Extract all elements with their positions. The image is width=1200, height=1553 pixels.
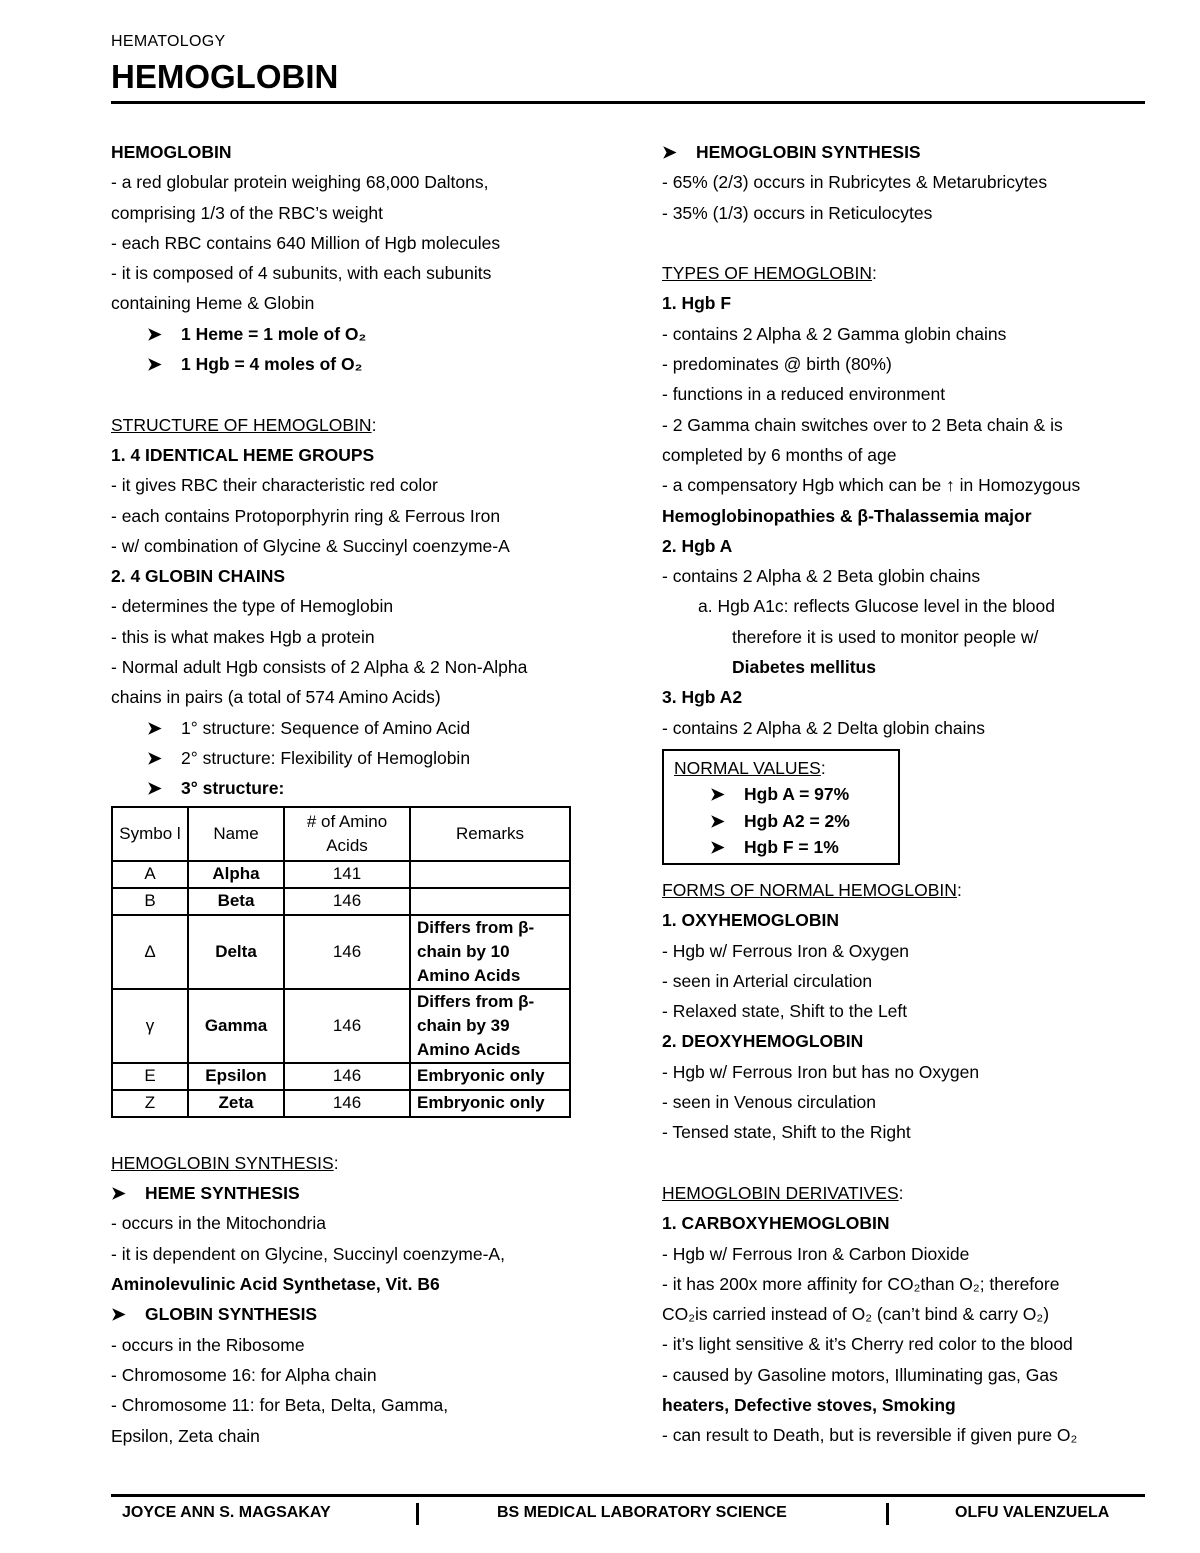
table-cell: Δ [112, 915, 188, 989]
table-row [112, 888, 570, 915]
subject-label: HEMATOLOGY [111, 33, 226, 50]
page-title: HEMOGLOBIN [111, 58, 339, 95]
table-cell: Embryonic only [410, 1090, 570, 1117]
carboxy-line: CO₂is carried instead of O₂ (can’t bind & carry O₂) [662, 1304, 1050, 1325]
normal-values-heading: NORMAL VALUES: [674, 757, 826, 778]
arrow-bullet-icon: ➤ [111, 1304, 126, 1325]
hgb-line: - a red globular protein weighing 68,000 Daltons, [111, 172, 489, 193]
globin-chains-line: - this is what makes Hgb a protein [111, 626, 375, 647]
hgbf-line: - a compensatory Hgb which can be ↑ in Homozygous [662, 475, 1081, 496]
table-cell: Differs from β-chain by 39 Amino Acids [410, 989, 570, 1063]
table-cell: Gamma [188, 989, 284, 1063]
hgba-sub-line: a. Hgb A1c: reflects Glucose level in the blood [698, 596, 1056, 617]
hgb-synthesis-title: ➤ HEMOGLOBIN SYNTHESIS [662, 137, 1152, 167]
oxy-line: - seen in Arterial circulation [662, 970, 873, 991]
normal-value-item: ➤ Hgb A2 = 2% [674, 808, 888, 835]
globin-chains-line: - Normal adult Hgb consists of 2 Alpha & 2 Non-Alpha [111, 657, 528, 678]
arrow-bullet-icon: ➤ [147, 323, 162, 344]
forms-heading: FORMS OF NORMAL HEMOGLOBIN: [662, 879, 962, 900]
left-column [111, 137, 611, 1451]
heme-synthesis-line: - occurs in the Mitochondria [111, 1213, 326, 1234]
table-cell: Z [112, 1090, 188, 1117]
right-column [662, 137, 1152, 1451]
hgbf-line: - predominates @ birth (80%) [662, 354, 892, 375]
heme-synthesis-title: ➤ HEME SYNTHESIS [111, 1178, 611, 1208]
globin-synthesis-line: - Chromosome 16: for Alpha chain [111, 1364, 377, 1385]
globin-chain-table [111, 806, 571, 1118]
carboxy-line: - can result to Death, but is reversible if given pure O₂ [662, 1425, 1078, 1446]
structure-heading: STRUCTURE OF HEMOGLOBIN: [111, 414, 377, 435]
footer-rule [111, 1494, 1145, 1497]
hgb-line: containing Heme & Globin [111, 293, 315, 314]
table-cell: 146 [284, 888, 410, 915]
table-row [112, 989, 570, 1063]
hgbf-line: - functions in a reduced environment [662, 384, 946, 405]
arrow-bullet-icon: ➤ [710, 810, 725, 831]
hgb-line: comprising 1/3 of the RBC’s weight [111, 202, 384, 223]
deoxy-line: - seen in Venous circulation [662, 1092, 877, 1113]
hgb-line: - each RBC contains 640 Million of Hgb molecules [111, 232, 501, 253]
hgba2-line: - contains 2 Alpha & 2 Delta globin chains [662, 717, 985, 738]
table-header-cell: # of Amino Acids [284, 807, 410, 861]
table-cell: γ [112, 989, 188, 1063]
footer-school: OLFU VALENZUELA [955, 1504, 1110, 1521]
oxy-title: 1. OXYHEMOGLOBIN [662, 910, 839, 931]
table-cell: 146 [284, 989, 410, 1063]
hgbf-line: completed by 6 months of age [662, 444, 897, 465]
heme-synthesis-line: Aminolevulinic Acid Synthetase, Vit. B6 [111, 1274, 440, 1295]
arrow-bullet-icon: ➤ [111, 1183, 126, 1204]
heme-groups-line: - w/ combination of Glycine & Succinyl coenzyme-A [111, 535, 510, 556]
normal-value-item: ➤ Hgb F = 1% [674, 834, 888, 861]
table-cell: Delta [188, 915, 284, 989]
carboxy-line: - Hgb w/ Ferrous Iron & Carbon Dioxide [662, 1243, 970, 1264]
carboxy-line: heaters, Defective stoves, Smoking [662, 1394, 956, 1415]
arrow-bullet-icon: ➤ [662, 142, 677, 162]
arrow-bullet-icon: ➤ [147, 717, 162, 738]
heme-synthesis-line: - it is dependent on Glycine, Succinyl coenzyme-A, [111, 1243, 505, 1264]
globin-synthesis-line: - occurs in the Ribosome [111, 1334, 305, 1355]
oxy-line: - Relaxed state, Shift to the Left [662, 1001, 908, 1022]
carboxy-title: 1. CARBOXYHEMOGLOBIN [662, 1213, 890, 1234]
hgb-bullet: ➤ 1 Hgb = 4 moles of O₂ [111, 349, 611, 379]
globin-synthesis-title: ➤ GLOBIN SYNTHESIS [111, 1299, 611, 1329]
table-cell: Embryonic only [410, 1063, 570, 1090]
table-row [112, 1090, 570, 1117]
table-cell: 146 [284, 1063, 410, 1090]
table-cell: 146 [284, 1090, 410, 1117]
normal-value-item: ➤ Hgb A = 97% [674, 781, 888, 808]
carboxy-line: - caused by Gasoline motors, Illuminating gas, Gas [662, 1364, 1058, 1385]
table-cell [410, 888, 570, 915]
table-header-cell: Symbo l [112, 807, 188, 861]
hgba2-title: 3. Hgb A2 [662, 687, 743, 708]
globin-chains-line: - determines the type of Hemoglobin [111, 596, 394, 617]
globin-chains-title: 2. 4 GLOBIN CHAINS [111, 566, 286, 587]
hgb-line: - it is composed of 4 subunits, with each subunits [111, 263, 492, 284]
heme-groups-line: - each contains Protoporphyrin ring & Ferrous Iron [111, 505, 501, 526]
heme-groups-title: 1. 4 IDENTICAL HEME GROUPS [111, 444, 375, 465]
structure-bullet: ➤ 3° structure: [111, 773, 611, 803]
arrow-bullet-icon: ➤ [710, 837, 725, 858]
table-cell: A [112, 861, 188, 888]
normal-values-box [662, 749, 900, 865]
hgb-bullet: ➤ 1 Heme = 1 mole of O₂ [111, 319, 611, 349]
hgbf-line: - 2 Gamma chain switches over to 2 Beta chain & is [662, 414, 1063, 435]
table-cell [410, 861, 570, 888]
table-cell: Epsilon [188, 1063, 284, 1090]
deoxy-line: - Tensed state, Shift to the Right [662, 1122, 911, 1143]
table-cell: 146 [284, 915, 410, 989]
table-row [112, 915, 570, 989]
deoxy-title: 2. DEOXYHEMOGLOBIN [662, 1031, 864, 1052]
table-cell: 141 [284, 861, 410, 888]
structure-bullet: ➤ 2° structure: Flexibility of Hemoglobin [111, 743, 611, 773]
hgb-synthesis-line: - 35% (1/3) occurs in Reticulocytes [662, 202, 933, 223]
oxy-line: - Hgb w/ Ferrous Iron & Oxygen [662, 940, 910, 961]
hgba-sub-line: therefore it is used to monitor people w/ [732, 626, 1039, 647]
hgba-title: 2. Hgb A [662, 535, 733, 556]
footer-author: JOYCE ANN S. MAGSAKAY [122, 1504, 331, 1521]
table-header-row [112, 807, 570, 861]
arrow-bullet-icon: ➤ [147, 747, 162, 768]
hgba-sub-line: Diabetes mellitus [732, 657, 876, 678]
hgbf-title: 1. Hgb F [662, 293, 732, 314]
table-cell: Differs from β-chain by 10 Amino Acids [410, 915, 570, 989]
table-header-cell: Remarks [410, 807, 570, 861]
hgb-synthesis-line: - 65% (2/3) occurs in Rubricytes & Metarubricytes [662, 172, 1048, 193]
hgb-heading: HEMOGLOBIN [111, 142, 232, 162]
hgbf-line: Hemoglobinopathies & β-Thalassemia major [662, 505, 1032, 526]
hgbf-line: - contains 2 Alpha & 2 Gamma globin chains [662, 323, 1007, 344]
types-heading: TYPES OF HEMOGLOBIN: [662, 263, 877, 284]
table-cell: Beta [188, 888, 284, 915]
carboxy-line: - it has 200x more affinity for CO₂than O₂; therefore [662, 1273, 1060, 1294]
globin-chains-line: chains in pairs (a total of 574 Amino Acids) [111, 687, 441, 708]
arrow-bullet-icon: ➤ [710, 784, 725, 805]
header-rule [111, 101, 1145, 104]
hgba-line: - contains 2 Alpha & 2 Beta globin chains [662, 566, 981, 587]
footer-separator [886, 1503, 889, 1525]
footer-program: BS MEDICAL LABORATORY SCIENCE [497, 1504, 787, 1521]
table-row [112, 1063, 570, 1090]
table-cell: Zeta [188, 1090, 284, 1117]
heme-groups-line: - it gives RBC their characteristic red color [111, 475, 438, 496]
table-cell: B [112, 888, 188, 915]
structure-bullet: ➤ 1° structure: Sequence of Amino Acid [111, 713, 611, 743]
table-header-cell: Name [188, 807, 284, 861]
table-cell: Alpha [188, 861, 284, 888]
carboxy-line: - it’s light sensitive & it’s Cherry red color to the blood [662, 1334, 1073, 1355]
globin-synthesis-line: - Chromosome 11: for Beta, Delta, Gamma, [111, 1395, 449, 1416]
synthesis-heading: HEMOGLOBIN SYNTHESIS: [111, 1152, 339, 1173]
arrow-bullet-icon: ➤ [147, 354, 162, 375]
table-cell: E [112, 1063, 188, 1090]
table-row [112, 861, 570, 888]
derivatives-heading: HEMOGLOBIN DERIVATIVES: [662, 1182, 904, 1203]
arrow-bullet-icon: ➤ [147, 778, 162, 799]
globin-synthesis-line: Epsilon, Zeta chain [111, 1425, 260, 1446]
footer-separator [416, 1503, 419, 1525]
deoxy-line: - Hgb w/ Ferrous Iron but has no Oxygen [662, 1061, 980, 1082]
